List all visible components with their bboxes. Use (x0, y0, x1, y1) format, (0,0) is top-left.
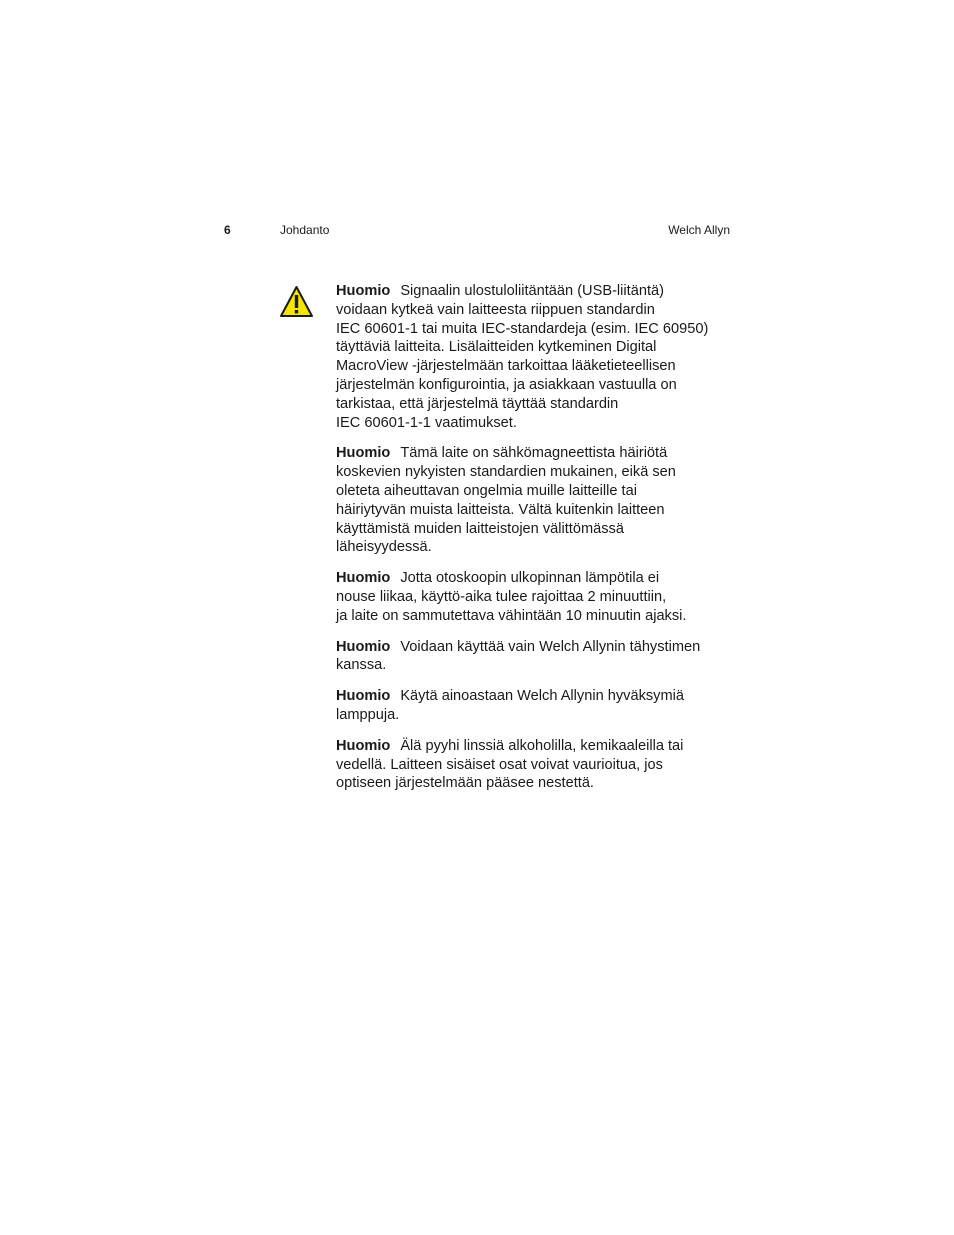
caution-item (336, 687, 728, 725)
caution-label: Huomio (336, 737, 391, 754)
caution-text: Voidaan käyttää vain Welch Allynin tähystimen kanssa. (336, 638, 701, 674)
caution-label: Huomio (336, 570, 391, 587)
caution-text: Käytä ainoastaan Welch Allynin hyväksymiä lamppuja. (336, 688, 684, 723)
brand-name: Welch Allyn (668, 223, 730, 237)
page-number: 6 (224, 223, 231, 237)
caution-item (336, 282, 728, 432)
page-header (224, 222, 730, 238)
caution-item (336, 737, 728, 793)
caution-label: Huomio (336, 445, 391, 462)
caution-text: Tämä laite on sähkömagneettista häiriötä koskevien nykyisten standardien mukainen, eikä sen oleteta aiheuttavan ongelmia muille laitteille tai häiriytyvän muista laitteista. Vältä kuitenkin laitteen käyttämistä muiden laitteistojen välittömässä läheisyydessä. (336, 445, 676, 556)
caution-label: Huomio (336, 638, 391, 655)
caution-item (336, 569, 728, 625)
caution-text: Signaalin ulostuloliitäntään (USB-liitäntä) voidaan kytkeä vain laitteesta riippuen standardin IEC 60601-1 tai muita IEC-standardeja (esim. IEC 60950) täyttäviä laitteita. Lisälaitteiden kytkeminen Digital MacroView -järjestelmään tarkoittaa lääketieteellisen järjestelmän konfigurointia, ja asiakkaan vastuulla on tarkistaa, että järjestelmä täyttää standardin IEC 60601-1-1 vaatimukset. (336, 283, 709, 431)
caution-item (336, 444, 728, 557)
chapter-title: Johdanto (280, 223, 330, 237)
caution-label: Huomio (336, 283, 391, 299)
caution-text: Älä pyyhi linssiä alkoholilla, kemikaaleilla tai vedellä. Laitteen sisäiset osat voivat vaurioitua, jos optiseen järjestelmään pääsee nestettä. (336, 737, 684, 792)
caution-list (336, 282, 728, 805)
caution-label: Huomio (336, 688, 391, 705)
caution-text: Jotta otoskoopin ulkopinnan lämpötila ei nouse liikaa, käyttö-aika tulee rajoittaa 2 minuuttiin, ja laite on sammutettava vähintään 10 minuutin ajaksi. (336, 570, 687, 624)
caution-item (336, 638, 728, 676)
warning-triangle-icon (279, 285, 314, 318)
